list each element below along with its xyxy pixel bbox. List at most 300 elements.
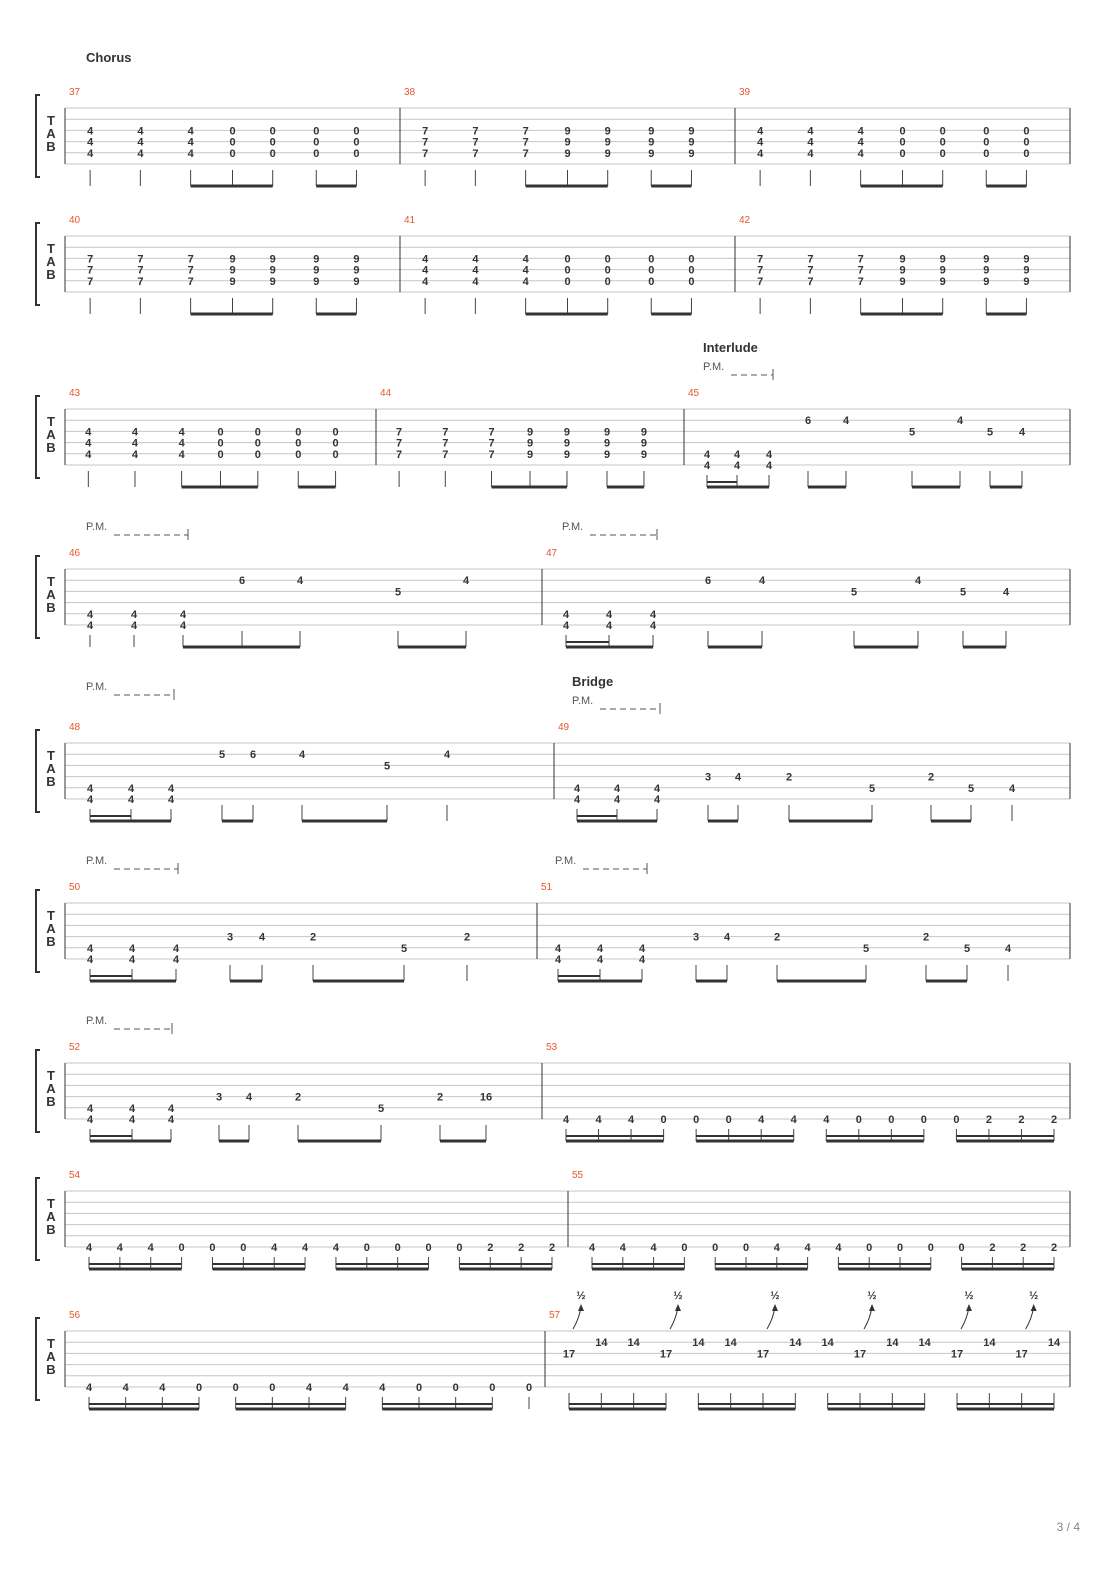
fret-number: 7	[396, 426, 403, 439]
fret-number: 5	[908, 426, 916, 439]
fret-number: 0	[415, 1382, 423, 1394]
fret-number: 4	[137, 136, 144, 149]
fret-number: 4	[554, 954, 562, 966]
tab-clef-letter: B	[46, 139, 56, 154]
fret-number: 9	[1023, 253, 1030, 266]
bar-number: 46	[69, 548, 81, 559]
palm-mute-label: P.M.	[86, 681, 108, 693]
fret-number: 0	[896, 1242, 904, 1254]
fret-number: 7	[422, 125, 429, 138]
fret-number: 9	[269, 275, 276, 288]
fret-number: 0	[648, 253, 655, 266]
fret-number: 9	[563, 448, 571, 461]
fret-number: 0	[564, 253, 571, 266]
fret-number: 0	[229, 147, 236, 160]
fret-number: 4	[305, 1382, 313, 1394]
fret-number: 9	[648, 125, 655, 138]
fret-number: 9	[526, 448, 534, 461]
fret-number: 4	[137, 147, 144, 160]
system-bracket	[36, 890, 40, 972]
fret-number: 0	[269, 125, 276, 138]
fret-number: 17	[950, 1348, 964, 1361]
fret-number: 4	[857, 136, 864, 149]
fret-number: 4	[733, 460, 741, 472]
fret-number: 4	[422, 264, 429, 277]
fret-number: 9	[229, 253, 236, 266]
fret-number: 4	[823, 1114, 830, 1126]
fret-number: 4	[86, 620, 94, 632]
fret-number: 9	[353, 264, 360, 277]
tab-system	[36, 50, 1070, 186]
fret-number: 0	[425, 1242, 432, 1254]
fret-number: 0	[295, 448, 302, 461]
fret-number: 0	[564, 275, 571, 288]
fret-number: 0	[489, 1382, 496, 1394]
fret-number: 9	[688, 147, 695, 160]
tab-clef-letter: A	[46, 427, 56, 442]
fret-number: 2	[922, 931, 930, 944]
fret-number: 4	[804, 1242, 811, 1254]
fret-number: 4	[703, 460, 711, 472]
fret-number: 4	[562, 608, 570, 621]
fret-number: 9	[899, 253, 906, 266]
fret-number: 5	[383, 760, 391, 773]
fret-number: 2	[773, 931, 781, 944]
fret-number: 0	[353, 125, 360, 138]
bar-number: 53	[546, 1042, 558, 1053]
fret-number: 9	[939, 253, 946, 266]
fret-number: 7	[807, 264, 814, 277]
fret-number: 7	[857, 253, 864, 266]
fret-number: 9	[604, 136, 611, 149]
fret-number: 6	[249, 749, 257, 762]
fret-number: 0	[195, 1382, 203, 1394]
tab-clef-letter: A	[46, 921, 56, 936]
fret-number: 4	[757, 136, 764, 149]
fret-number: 9	[604, 147, 611, 160]
fret-number: 0	[855, 1114, 862, 1126]
fret-number: 14	[692, 1337, 705, 1350]
fret-number: 4	[85, 448, 92, 461]
fret-number: 9	[313, 264, 320, 277]
fret-number: 4	[131, 437, 139, 450]
tab-clef-letter: A	[46, 254, 56, 269]
tab-clef-letter: A	[46, 1081, 56, 1096]
fret-number: 3	[704, 771, 712, 784]
tab-clef-letter: A	[46, 761, 56, 776]
fret-number: 9	[603, 426, 611, 439]
fret-number: 9	[564, 125, 571, 138]
fret-number: 4	[85, 1382, 93, 1394]
fret-number: 4	[86, 794, 94, 806]
fret-number: 0	[254, 426, 261, 439]
fret-number: 14	[886, 1337, 899, 1350]
fret-number: 4	[128, 1102, 136, 1115]
bend-arrowhead	[1031, 1304, 1037, 1311]
tab-system	[36, 521, 1070, 647]
bar-number: 43	[69, 388, 81, 399]
fret-number: 5	[400, 942, 408, 955]
fret-number: 2	[1050, 1242, 1058, 1254]
fret-number: 14	[1047, 1337, 1061, 1350]
bar-number: 42	[739, 215, 751, 226]
fret-number: 4	[159, 1382, 166, 1394]
fret-number: 4	[128, 942, 136, 955]
bar-number: 54	[69, 1170, 81, 1181]
bend-arrowhead	[966, 1304, 972, 1311]
fret-number: 4	[422, 275, 429, 288]
bar-number: 55	[572, 1170, 584, 1181]
fret-number: 0	[920, 1114, 927, 1126]
fret-number: 4	[835, 1242, 842, 1254]
section-label: Chorus	[86, 50, 132, 65]
tab-clef-letter: B	[46, 1362, 56, 1377]
fret-number: 0	[604, 264, 611, 277]
tab-clef-letter: A	[46, 1349, 56, 1364]
fret-number: 4	[573, 794, 581, 806]
fret-number: 0	[688, 253, 695, 266]
bar-number: 52	[69, 1042, 81, 1053]
page-number: 3 / 4	[1056, 1520, 1080, 1534]
fret-number: 7	[137, 253, 144, 266]
fret-number: 9	[640, 448, 648, 461]
fret-number: 7	[757, 253, 764, 266]
fret-number: 7	[187, 264, 194, 277]
fret-number: 4	[472, 264, 479, 277]
fret-number: 17	[853, 1348, 867, 1361]
fret-number: 0	[217, 437, 224, 450]
fret-number: 4	[807, 125, 814, 138]
fret-number: 9	[269, 253, 276, 266]
fret-number: 0	[899, 136, 906, 149]
fret-number: 9	[313, 253, 320, 266]
tab-clef-letter: B	[46, 267, 56, 282]
fret-number: 0	[939, 147, 946, 160]
tab-clef-letter: T	[47, 241, 55, 256]
fret-number: 17	[562, 1348, 576, 1361]
fret-number: 4	[773, 1242, 780, 1254]
fret-number: 7	[522, 136, 529, 149]
fret-number: 4	[86, 782, 94, 795]
fret-number: 4	[765, 460, 773, 472]
fret-number: 2	[436, 1091, 444, 1104]
fret-number: 0	[927, 1242, 934, 1254]
bar-number: 57	[549, 1310, 561, 1321]
fret-number: 0	[866, 1242, 873, 1254]
fret-number: 17	[659, 1348, 673, 1361]
bend-arrowhead	[578, 1304, 584, 1311]
fret-number: 7	[422, 136, 429, 149]
fret-number: 4	[116, 1242, 123, 1254]
fret-number: 9	[640, 437, 648, 450]
fret-number: 4	[172, 954, 180, 966]
fret-number: 9	[688, 125, 695, 138]
fret-number: 4	[86, 1102, 94, 1115]
tab-system	[36, 340, 1070, 487]
bar-number: 38	[404, 87, 416, 98]
fret-number: 4	[733, 448, 741, 461]
system-bracket	[36, 1050, 40, 1132]
fret-number: 0	[353, 136, 360, 149]
fret-number: 9	[353, 253, 360, 266]
palm-mute-label: P.M.	[86, 521, 108, 533]
fret-number: 0	[899, 125, 906, 138]
fret-number: 4	[147, 1242, 154, 1254]
tab-clef-letter: B	[46, 934, 56, 949]
fret-number: 9	[563, 437, 571, 450]
fret-number: 2	[1020, 1242, 1027, 1254]
fret-number: 9	[526, 426, 534, 439]
section-label: Interlude	[703, 340, 758, 355]
bend-amount: ½	[770, 1290, 780, 1302]
bend-arrowhead	[869, 1304, 875, 1311]
system-bracket	[36, 396, 40, 478]
fret-number: 0	[604, 275, 611, 288]
fret-number: 4	[522, 275, 529, 288]
fret-number: 7	[396, 448, 403, 461]
fret-number: 4	[130, 608, 138, 621]
fret-number: 14	[821, 1337, 834, 1350]
fret-number: 4	[653, 782, 661, 795]
fret-number: 4	[472, 275, 479, 288]
bar-number: 56	[69, 1310, 81, 1321]
fret-number: 4	[302, 1242, 309, 1254]
fret-number: 4	[127, 782, 135, 795]
fret-number: 4	[167, 1114, 175, 1126]
fret-number: 4	[128, 954, 136, 966]
fret-number: 0	[688, 275, 695, 288]
tab-clef-letter: T	[47, 1068, 55, 1083]
bar-number: 41	[404, 215, 416, 226]
fret-number: 7	[137, 264, 144, 277]
bar-number: 48	[69, 722, 81, 733]
fret-number: 9	[353, 275, 360, 288]
fret-number: 4	[179, 608, 187, 621]
fret-number: 14	[789, 1337, 802, 1350]
fret-number: 7	[442, 437, 449, 450]
fret-number: 0	[269, 147, 276, 160]
fret-number: 2	[1018, 1114, 1025, 1126]
fret-number: 4	[638, 954, 646, 966]
fret-number: 0	[939, 125, 946, 138]
fret-number: 7	[757, 275, 764, 288]
fret-number: 4	[296, 575, 304, 588]
fret-number: 4	[807, 136, 814, 149]
fret-number: 0	[295, 426, 302, 439]
fret-number: 7	[857, 264, 864, 277]
fret-number: 7	[396, 437, 403, 450]
fret-number: 4	[131, 426, 139, 439]
fret-number: 0	[178, 1242, 185, 1254]
fret-number: 0	[456, 1242, 463, 1254]
fret-number: 9	[983, 264, 990, 277]
fret-number: 4	[137, 125, 144, 138]
fret-number: 14	[724, 1337, 737, 1350]
fret-number: 9	[564, 136, 571, 149]
bar-number: 44	[380, 388, 392, 399]
fret-number: 0	[688, 264, 695, 277]
fret-number: 9	[603, 448, 611, 461]
fret-number: 9	[899, 275, 906, 288]
fret-number: 4	[85, 426, 92, 439]
fret-number: 0	[313, 125, 320, 138]
fret-number: 4	[298, 749, 306, 762]
fret-number: 7	[442, 448, 449, 461]
fret-number: 9	[939, 275, 946, 288]
fret-number: 4	[1008, 782, 1016, 795]
palm-mute-label: P.M.	[86, 855, 108, 867]
fret-number: 0	[681, 1242, 688, 1254]
fret-number: 4	[86, 954, 94, 966]
fret-number: 2	[487, 1242, 494, 1254]
fret-number: 4	[628, 1114, 635, 1126]
fret-number: 4	[1018, 426, 1026, 439]
fret-number: 4	[562, 620, 570, 632]
fret-number: 4	[87, 136, 94, 149]
fret-number: 14	[983, 1337, 996, 1350]
fret-number: 6	[804, 415, 812, 428]
palm-mute-label: P.M.	[703, 361, 725, 373]
fret-number: 0	[1023, 147, 1030, 160]
fret-number: 2	[463, 931, 471, 944]
fret-number: 4	[649, 620, 657, 632]
fret-number: 9	[229, 275, 236, 288]
system-bracket	[36, 223, 40, 305]
system-bracket	[36, 1318, 40, 1400]
tab-system	[36, 1290, 1070, 1409]
fret-number: 2	[985, 1114, 992, 1126]
tab-system	[36, 215, 1070, 314]
fret-number: 0	[229, 125, 236, 138]
fret-number: 4	[790, 1114, 797, 1126]
bar-number: 40	[69, 215, 81, 226]
fret-number: 4	[807, 147, 814, 160]
fret-number: 4	[86, 608, 94, 621]
fret-number: 9	[899, 264, 906, 277]
fret-number: 9	[640, 426, 648, 439]
fret-number: 5	[967, 782, 975, 795]
fret-number: 2	[785, 771, 793, 784]
fret-number: 9	[313, 275, 320, 288]
fret-number: 0	[742, 1242, 750, 1254]
tab-clef-letter: T	[47, 113, 55, 128]
fret-number: 4	[87, 147, 94, 160]
fret-number: 9	[563, 426, 571, 439]
fret-number: 4	[914, 575, 922, 588]
system-bracket	[36, 95, 40, 177]
fret-number: 4	[765, 448, 773, 461]
fret-number: 4	[342, 1382, 349, 1394]
fret-number: 16	[479, 1091, 493, 1104]
fret-number: 6	[238, 575, 246, 588]
tab-clef-letter: A	[46, 1209, 56, 1224]
tab-clef-letter: A	[46, 587, 56, 602]
fret-number: 9	[1023, 275, 1030, 288]
fret-number: 7	[522, 125, 529, 138]
fret-number: 14	[595, 1337, 608, 1350]
fret-number: 5	[218, 749, 226, 762]
fret-number: 0	[725, 1114, 732, 1126]
fret-number: 4	[462, 575, 470, 588]
tab-clef-letter: A	[46, 126, 56, 141]
bend-arrowhead	[772, 1304, 778, 1311]
fret-number: 7	[187, 253, 194, 266]
fret-number: 2	[294, 1091, 302, 1104]
tab-clef-letter: T	[47, 414, 55, 429]
fret-number: 4	[258, 931, 266, 944]
fret-number: 4	[122, 1382, 129, 1394]
bar-number: 49	[558, 722, 570, 733]
fret-number: 3	[226, 931, 234, 944]
fret-number: 4	[605, 620, 613, 632]
fret-number: 4	[127, 794, 135, 806]
fret-number: 7	[422, 147, 429, 160]
fret-number: 4	[562, 1114, 570, 1126]
tab-clef-letter: B	[46, 1222, 56, 1237]
fret-number: 0	[332, 437, 339, 450]
fret-number: 4	[758, 1114, 765, 1126]
fret-number: 7	[807, 253, 814, 266]
fret-number: 0	[217, 426, 224, 439]
fret-number: 9	[564, 147, 571, 160]
system-bracket	[36, 556, 40, 638]
system-bracket	[36, 730, 40, 812]
bar-number: 37	[69, 87, 81, 98]
fret-number: 0	[209, 1242, 216, 1254]
fret-number: 0	[939, 136, 946, 149]
tab-clef-letter: B	[46, 600, 56, 615]
section-label: Bridge	[572, 674, 614, 689]
fret-number: 4	[723, 931, 731, 944]
fret-number: 9	[939, 264, 946, 277]
fret-number: 0	[1023, 125, 1030, 138]
fret-number: 4	[857, 125, 864, 138]
fret-number: 4	[596, 942, 604, 955]
fret-number: 3	[692, 931, 700, 944]
fret-number: 0	[269, 136, 276, 149]
fret-number: 4	[178, 437, 185, 450]
fret-number: 6	[704, 575, 712, 588]
fret-number: 0	[229, 136, 236, 149]
fret-number: 7	[87, 253, 94, 266]
fret-number: 7	[488, 437, 495, 450]
fret-number: 4	[443, 749, 451, 762]
fret-number: 0	[353, 147, 360, 160]
fret-number: 4	[178, 448, 185, 461]
fret-number: 4	[758, 575, 766, 588]
bend-amount: ½	[964, 1290, 974, 1302]
bar-number: 50	[69, 882, 81, 893]
fret-number: 7	[522, 147, 529, 160]
fret-number: 0	[332, 426, 339, 439]
fret-number: 2	[518, 1242, 525, 1254]
fret-number: 0	[604, 253, 611, 266]
fret-number: 4	[956, 415, 964, 428]
fret-number: 0	[313, 136, 320, 149]
bend-arrowhead	[675, 1304, 681, 1311]
fret-number: 4	[703, 448, 711, 461]
fret-number: 5	[963, 942, 971, 955]
fret-number: 4	[178, 426, 185, 439]
bar-number: 51	[541, 882, 553, 893]
system-bracket	[36, 1178, 40, 1260]
fret-number: 4	[1004, 942, 1012, 955]
fret-number: 0	[452, 1382, 459, 1394]
tab-clef-letter: B	[46, 774, 56, 789]
fret-number: 7	[757, 264, 764, 277]
fret-number: 4	[595, 1114, 602, 1126]
fret-number: 4	[842, 415, 850, 428]
